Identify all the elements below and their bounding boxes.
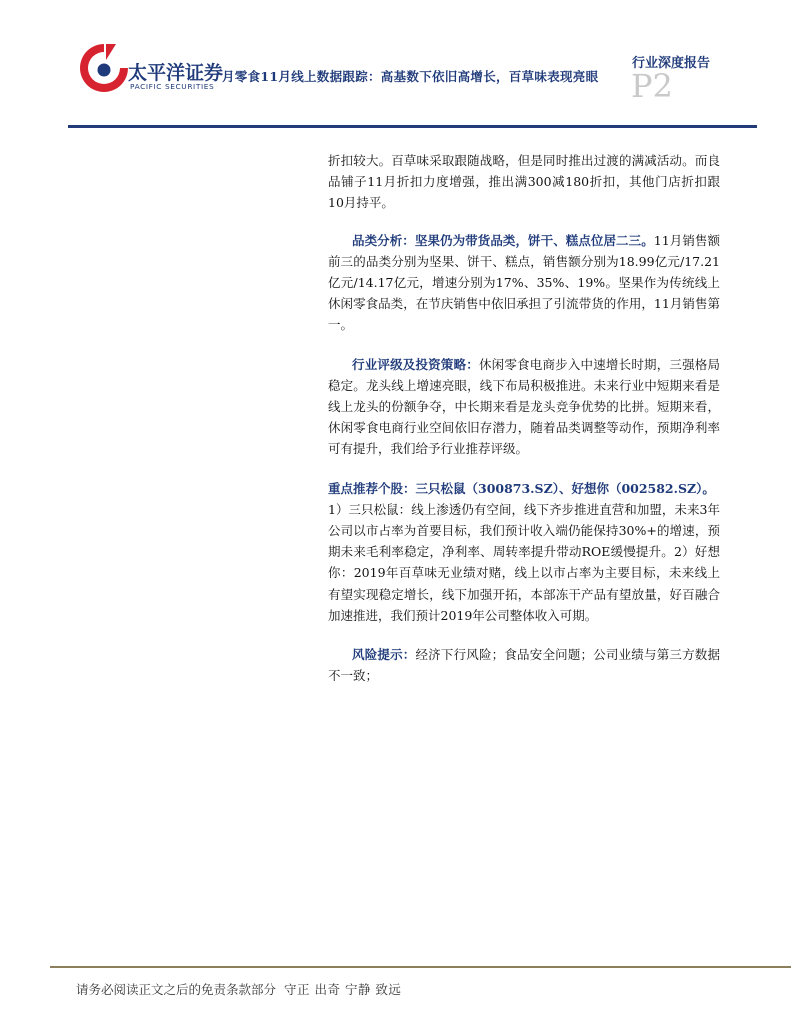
category-analysis-text: 11月销售额前三的品类分别为坚果、饼干、糕点，销售额分别为18.99亿元/17.21亿元/14.17亿元，增速分别为17%、35%、19%。坚果作为传统线上休闲零食品类，在节庆销售中依旧承担了引流带货的作用，11月销售第一。: [328, 232, 720, 333]
stock-picks-text: 1）三只松鼠：线上渗透仍有空间，线下齐步推进直营和加盟，未来3年公司以市占率为首要目标，我们预计收入端仍能保持30%+的增速，预期未来毛利率稳定，净利率、周转率提升带动ROE缓慢提升。2）好想你：2019年百草味无业绩对赌，线上以市占率为主要目标，未来线上有望实现稳定增长，线下加强开拓，本部冻干产品有望放量，好百融合加速推进，我们预计2019年公司整体收入可期。: [328, 501, 720, 623]
logo-english-name: PACIFIC SECURITIES: [130, 82, 215, 91]
footer: [76, 980, 401, 998]
industry-rating-heading: 行业评级及投资策略：: [352, 356, 479, 372]
logo-chinese-name: 太平洋证券: [128, 62, 224, 84]
industry-rating-text: 休闲零食电商步入中速增长时期，三强格局稳定。龙头线上增速亮眼，线下布局积极推进。未来行业中短期来看是线上龙头的份额争夺，中长期来看是龙头竞争优势的比拼。短期来看，休闲零食电商行业空间依旧存潜力，随着品类调整等动作，预期净利率可有提升，我们给予行业推荐评级。: [328, 356, 720, 457]
footer-divider: [50, 966, 791, 968]
footer-disclaimer: 请务必阅读正文之后的免责条款部分: [76, 982, 277, 997]
report-title: 月零食11月线上数据跟踪：高基数下依旧高增长，百草味表现亮眼: [222, 69, 599, 84]
paragraph-stock-picks: [328, 478, 720, 626]
report-type-label: 行业深度报告: [631, 56, 710, 71]
category-analysis-heading: 品类分析：坚果仍为带货品类，饼干、糕点位居二三。: [352, 232, 654, 248]
paragraph-industry-rating: [328, 354, 720, 460]
stock-picks-heading: 重点推荐个股：三只松鼠（300873.SZ）、好想你（002582.SZ）。: [328, 480, 715, 496]
pacific-securities-logo-icon: [76, 40, 132, 96]
risk-warning-heading: 风险提示：: [352, 647, 416, 663]
paragraph-discounts: 折扣较大。百草味采取跟随战略，但是同时推出过渡的满减活动。而良品铺子11月折扣力度增强，推出满300减180折扣，其他门店折扣跟10月持平。: [328, 153, 720, 211]
paragraph-risk-warning: [328, 644, 720, 686]
page-number: P2: [631, 67, 673, 105]
header-divider: [68, 125, 757, 128]
paragraph-category-analysis: [328, 230, 720, 336]
report-body: [328, 150, 720, 686]
footer-motto: 守正 出奇 宁静 致远: [284, 982, 402, 997]
risk-warning-text: 经济下行风险；食品安全问题；公司业绩与第三方数据不一致；: [328, 647, 720, 684]
